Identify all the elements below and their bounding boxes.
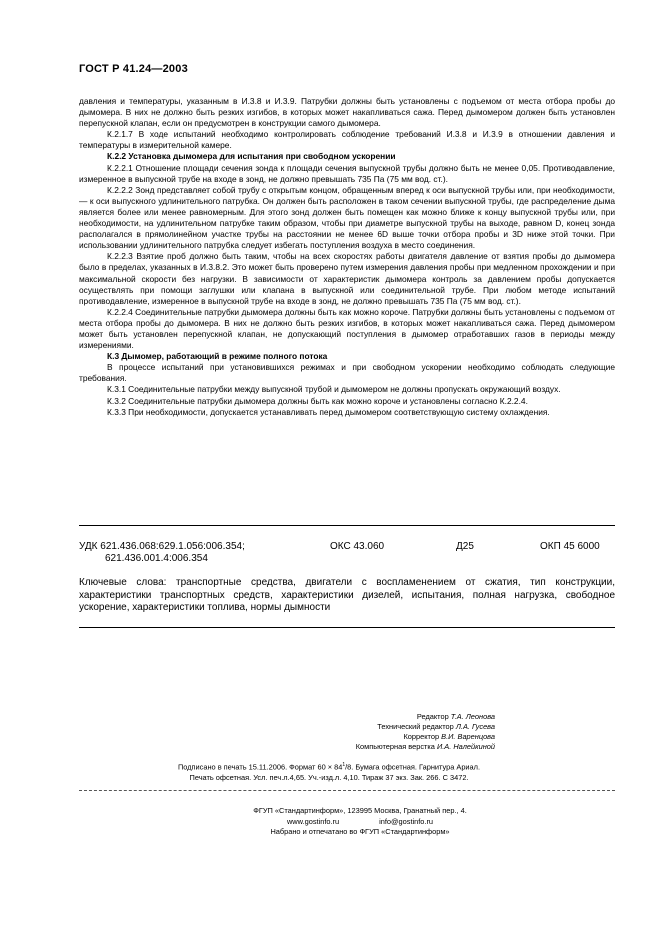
clause-k-3-2: К.3.2 Соединительные патрубки дымомера должны быть как можно короче и установлены согласно К.2.2.4. (107, 395, 528, 406)
paragraph: В процессе испытаний при установившихся режимах и при свободном ускорении необходимо соблюдать следующие требования. (79, 362, 615, 384)
publication-info (79, 760, 579, 783)
document-header: ГОСТ Р 41.24—2003 (79, 63, 188, 75)
divider (79, 790, 615, 791)
udk-line: УДК 621.436.068:629.1.056:006.354; (79, 541, 245, 552)
editor-name: Т.А. Леонова (450, 712, 495, 721)
clause-k-2-2-4: К.2.2.4 Соединительные патрубки дымомера должны быть как можно короче. Патрубки должны быть установлены с подъемом от места отбора пробы до дымомера. В них не должно быть резких изгибов, в которых может накапливаться сажа. Перед дымомером может быть установлен перепускной клапан, не допускающий поступления в дымомер отработавших газов в периоды между измерениями. (79, 306, 615, 351)
printer-info: Набрано и отпечатано во ФГУП «Стандартинформ» (270, 827, 450, 836)
okp-code: ОКП 45 6000 (540, 541, 600, 552)
proofreader-name: В.И. Варенцова (441, 732, 495, 741)
divider (79, 627, 615, 628)
publisher-website: www.gostinfo.ru (286, 816, 340, 826)
paragraph: давления и температуры, указанным в И.3.8 и И.3.9. Патрубки должны быть установлены с подъемом от места отбора пробы до дымомера. В них не должно быть резких изгибов, в которых может накапливаться сажа. Перед дымомером должен быть установлен перепускной клапан, если он предусмотрен в конструкции самого дымомера. (79, 96, 615, 129)
clause-k-3-3: К.3.3 При необходимости, допускается устанавливать перед дымомером соответствующую систему охлаждения. (107, 406, 550, 417)
print-date: Подписано в печать 15.11.2006. Формат 60 × 84 (177, 762, 343, 772)
keywords: Ключевые слова: транспортные средства, двигатели с воспламенением от сжатия, тип конструкции, характеристики транспортных средств, характеристики дизелей, испытания, полная нагрузка, свободное ускорение, характеристики топлива, нормы дымности (79, 577, 615, 613)
proofreader-label: Корректор (403, 732, 440, 741)
format-sup: 1 (342, 762, 346, 768)
publisher-email: info@gostinfo.ru (379, 816, 434, 826)
layout-label: Компьютерная верстка (355, 742, 435, 751)
publisher-footer (150, 806, 570, 838)
udk-code (79, 541, 245, 565)
clause-k-2-2-2: К.2.2.2 Зонд представляет собой трубу с открытым концом, обращенным вперед к оси выпускной трубы или, при необходимости, — к оси выпускного удлинительного патрубка. Он должен быть расположен в таком сечении выпускной трубы, где распределение дыма является более или менее равномерным. Для этого зонд должен быть помещен как можно ближе к концу выпускной трубы или, при необходимости, на удлинительном патрубке таким образом, чтобы при диаметре выпускной трубы на выходе, равном D, конец зонда располагался в прямолинейном участке трубы на расстоянии не менее 6D выше точки отбора пробы и 3D ниже этой точки. При использовании удлинительного патрубка следует избегать поступления воздуха в место соединения. (79, 184, 615, 251)
editor-label: Редактор (416, 712, 449, 721)
document-body (79, 96, 615, 418)
layout-name: И.А. Налейкиной (436, 742, 495, 751)
udk-line: 621.436.001.4:006.354 (105, 553, 208, 564)
staff-credits (195, 712, 495, 752)
clause-k-2-2-1: К.2.2.1 Отношение площади сечения зонда к площади сечения выпускной трубы должно быть не менее 0,05. Противодавление, измеренное в выпускной трубе на входе в зонд, не должно превышать 735 Па (75 мм вод. ст.). (79, 162, 615, 184)
tech-editor-label: Технический редактор (377, 722, 454, 731)
paper-info: /8. Бумага офсетная. Гарнитура Ариал. (345, 762, 481, 772)
clause-k-2-2-3: К.2.2.3 Взятие проб должно быть таким, чтобы на всех скоростях работы двигателя давление от взятия пробы до дымомера было в пределах, указанных в И.3.8.2. Это может быть проверено путем измерения давления пробы при медленном прохождении и при максимальной скорости без нагрузки. В зависимости от характеристик дымомера контроль за давлением пробы допускается осуществлять при помощи заглушки или клапана в выпускной или соединительной трубе. При любом методе испытаний противодавление, измеренное в выпускной трубе на входе в зонд, не должно превышать 735 Па (75 мм вод. ст.). (79, 251, 615, 306)
tech-editor-name: Л.А. Гусева (455, 722, 495, 731)
divider (79, 525, 615, 526)
print-details: Печать офсетная. Усл. печ.л.4,65. Уч.-изд.л. 4,10. Тираж 37 экз. Зак. 266. С 3472. (189, 773, 469, 783)
d-code: Д25 (456, 541, 474, 552)
publisher-address: ФГУП «Стандартинформ», 123995 Москва, Гранатный пер., 4. (253, 806, 467, 815)
section-heading-k-3: К.3 Дымомер, работающий в режиме полного потока (107, 351, 328, 362)
clause-k-2-1-7: К.2.1.7 В ходе испытаний необходимо контролировать соблюдение требований И.3.8 и И.3.9 в отношении давления и температуры в измерительной камере. (79, 129, 615, 151)
section-heading-k-2-2: К.2.2 Установка дымомера для испытания при свободном ускорении (107, 151, 396, 162)
clause-k-3-1: К.3.1 Соединительные патрубки между выпускной трубой и дымомером не должны пропускать окружающий воздух. (107, 384, 561, 395)
oks-code: ОКС 43.060 (330, 541, 385, 552)
